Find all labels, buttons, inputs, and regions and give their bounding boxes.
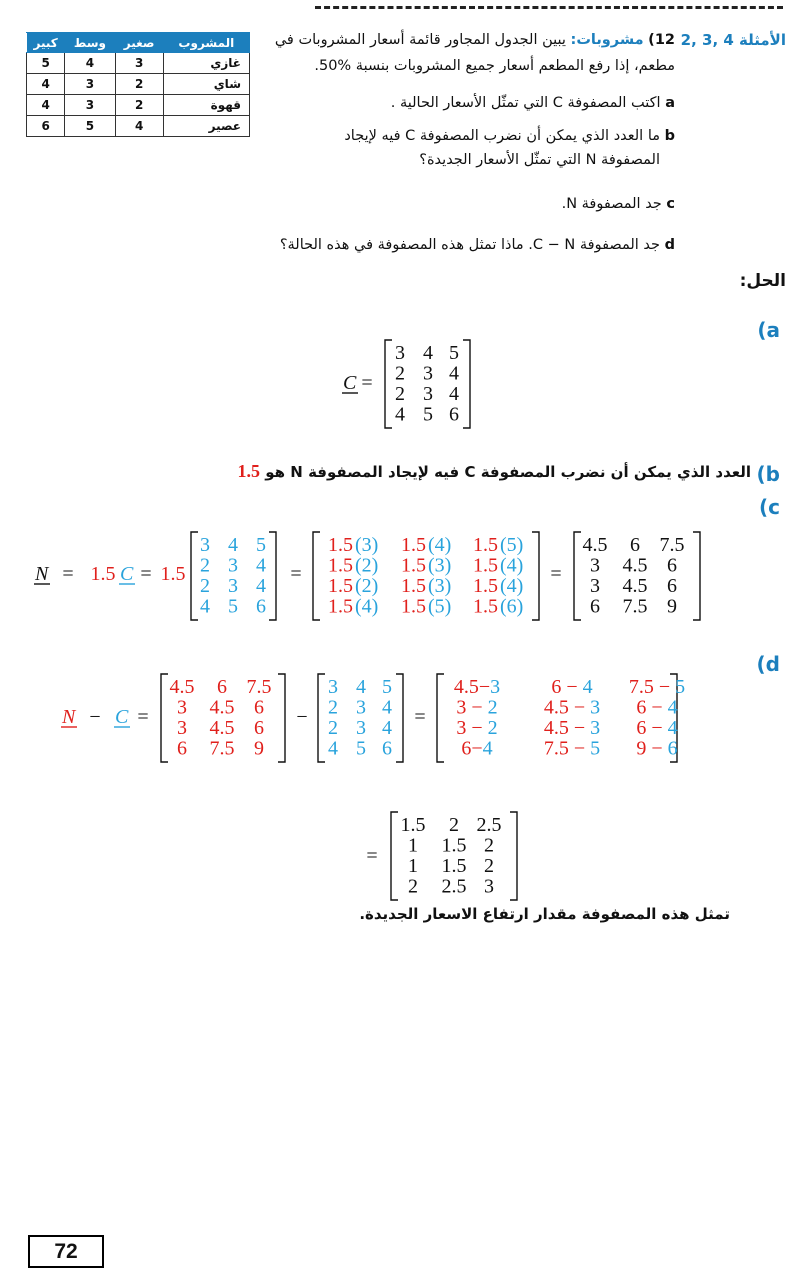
question-b: b ما العدد الذي يمكن أن نضرب المصفوفة C فيه لإيجاد xyxy=(344,128,675,144)
part-a-label: (a xyxy=(757,318,780,342)
matrix-variable: C xyxy=(115,706,129,728)
matrix-cell: 4 xyxy=(382,717,392,739)
matrix-cell: 1 xyxy=(408,855,418,877)
table-row: 5 4 3 غازي xyxy=(27,53,250,74)
matrix-cell: 5 xyxy=(423,403,433,426)
matrix-cell: 6 xyxy=(667,554,677,577)
matrix-bracket xyxy=(437,674,444,762)
matrix-cell: 5 xyxy=(356,737,366,760)
matrix-cell: 4.5 xyxy=(209,717,235,739)
matrix-cell: 2 xyxy=(328,696,338,719)
matrix-cell: 2 xyxy=(395,362,405,385)
matrix-cell: 4 xyxy=(356,676,366,698)
minus-sign: − xyxy=(89,706,101,728)
matrix-cell: 7.5 xyxy=(659,534,685,556)
matrix-cell: 4 xyxy=(256,575,266,597)
matrix-cell: 7.5 − 5 xyxy=(543,737,601,760)
matrix-cell: 1.5 xyxy=(328,595,353,618)
matrix-cell: 7.5 xyxy=(209,737,235,760)
matrix-cell: 6 xyxy=(254,717,264,739)
matrix-bracket xyxy=(693,532,700,620)
conclusion-text: تمثل هذه المصفوفة مقدار ارتفاع الاسعار الجديدة. xyxy=(359,905,730,923)
examples-badge: 2, 3, 4 الأمثلة xyxy=(680,31,786,49)
matrix-cell: (3) xyxy=(428,575,452,597)
matrix-bracket xyxy=(463,340,470,428)
matrix-cell: 4.5 − 3 xyxy=(543,717,601,739)
matrix-cell: (2) xyxy=(355,575,379,597)
matrix-cell: 5 xyxy=(228,595,238,618)
scalar: 1.5 xyxy=(90,563,116,585)
matrix-cell: 1.5 xyxy=(400,814,426,836)
matrix-cell: 9 xyxy=(667,595,677,618)
matrix-bracket xyxy=(574,532,581,620)
question-d: d جد المصفوفة C − N. ماذا تمثل هذه المصفوفة في هذه الحالة؟ xyxy=(279,237,675,253)
matrix-cell: 4 xyxy=(423,342,433,364)
matrix-cell: 1.5 xyxy=(328,554,353,577)
matrix-cell: (6) xyxy=(500,595,524,618)
matrix-bracket xyxy=(313,532,320,620)
matrix-bracket xyxy=(161,674,168,762)
header-large: كبير xyxy=(27,33,65,53)
matrix-cell: 1.5 xyxy=(401,575,426,597)
matrix-bracket xyxy=(278,674,285,762)
equals-sign: = xyxy=(414,706,426,728)
matrix-cell: 4 xyxy=(449,362,459,385)
part-d-label: (d xyxy=(756,652,780,676)
solution-heading: الحل: xyxy=(739,271,786,291)
matrix-cell: (2) xyxy=(355,554,379,577)
header-drink: المشروب xyxy=(163,33,249,53)
question-a: a اكتب المصفوفة C التي تمثّل الأسعار الحالية . xyxy=(390,95,675,111)
matrix-cell: 6 xyxy=(217,676,227,698)
matrix-cell: 3 xyxy=(200,534,210,556)
matrix-cell: 3 xyxy=(356,696,366,719)
matrix-cell: 1.5 xyxy=(441,855,467,877)
equals-sign: = xyxy=(62,563,74,585)
matrix-cell: (4) xyxy=(500,554,524,577)
matrix-cell: 6 xyxy=(449,403,459,426)
matrix-cell: 2 xyxy=(408,875,418,898)
matrix-cell: (4) xyxy=(355,595,379,618)
matrix-variable: N xyxy=(62,706,76,728)
header-small: صغير xyxy=(115,33,163,53)
matrix-cell: (4) xyxy=(428,534,452,556)
matrix-cell: 3 xyxy=(228,554,238,577)
matrix-cell: 3 xyxy=(395,342,405,364)
problem-line-2: مطعم، إذا رفع المطعم أسعار جميع المشروبات بنسبة %50. xyxy=(314,58,675,74)
matrix-cell: 1 xyxy=(408,834,418,857)
matrix-cell: 3 xyxy=(423,383,433,405)
matrix-cell: 4 xyxy=(200,595,210,618)
matrix-cell: 3 xyxy=(177,696,187,719)
part-b-answer: العدد الذي يمكن أن نضرب المصفوفة C فيه لإيجاد المصفوفة N هو 1.5 xyxy=(237,461,751,481)
scalar: 1.5 xyxy=(160,563,186,585)
table-row: 4 3 2 قهوة xyxy=(27,95,250,116)
part-b-label: (b xyxy=(756,462,780,486)
matrix-cell: 2 xyxy=(395,383,405,405)
header-medium: وسط xyxy=(65,33,115,53)
matrix-cell: (5) xyxy=(428,595,452,618)
matrix-cell: 1.5 xyxy=(401,554,426,577)
matrix-bracket xyxy=(191,532,198,620)
matrix-cell: 6 − 4 xyxy=(636,696,678,719)
question-c: c جد المصفوفة N. xyxy=(561,196,675,212)
matrix-cell: 3 − 2 xyxy=(456,696,498,719)
matrix-cell: 6 xyxy=(630,534,640,556)
matrix-bracket xyxy=(510,812,517,900)
matrix-cell: 6 xyxy=(177,737,187,760)
matrix-variable: C xyxy=(343,372,357,394)
equals-sign: = xyxy=(140,563,152,585)
matrix-cell: 1.5 xyxy=(473,554,498,577)
matrix-cell: 7.5 xyxy=(622,595,648,618)
matrix-cell: 1.5 xyxy=(401,595,426,618)
matrix-cell: 2 xyxy=(484,855,494,877)
matrix-cell: 6−4 xyxy=(461,737,493,760)
matrix-cell: 1.5 xyxy=(328,534,353,556)
matrix-cell: 1.5 xyxy=(473,534,498,556)
matrix-cell: (4) xyxy=(500,575,524,597)
matrix-cell: 1.5 xyxy=(473,575,498,597)
question-b-cont: المصفوفة N التي تمثّل الأسعار الجديدة؟ xyxy=(419,152,660,168)
matrix-cell: 6 − 4 xyxy=(636,717,678,739)
matrix-cell: 4.5 xyxy=(582,534,608,556)
matrix-cell: 6 − 4 xyxy=(551,676,593,698)
matrix-cell: 2.5 xyxy=(476,814,502,836)
matrix-cell: (3) xyxy=(355,534,379,556)
matrix-cell: 1.5 xyxy=(441,834,467,857)
matrix-cell: 3 xyxy=(590,575,600,597)
matrix-cell: 7.5 xyxy=(246,676,272,698)
matrix-cell: 3 xyxy=(228,575,238,597)
matrix-variable: C xyxy=(120,563,134,585)
matrix-bracket xyxy=(385,340,392,428)
matrix-cell: 4 xyxy=(256,554,266,577)
matrix-cell: 2 xyxy=(200,575,210,597)
matrix-cell: 2.5 xyxy=(441,875,467,898)
matrix-variable: N xyxy=(35,563,49,585)
equals-sign: = xyxy=(361,372,373,394)
matrix-cell: 3 xyxy=(177,717,187,739)
matrix-cell: 4 xyxy=(449,383,459,405)
matrix-cell: 4.5 xyxy=(622,554,648,577)
matrix-cell: 5 xyxy=(256,534,266,556)
matrix-cell: 5 xyxy=(382,676,392,698)
minus-sign: − xyxy=(296,706,308,728)
matrix-bracket xyxy=(269,532,276,620)
matrix-bracket xyxy=(396,674,403,762)
matrix-cell: 2 xyxy=(328,717,338,739)
matrix-cell: 1.5 xyxy=(401,534,426,556)
matrix-cell: 2 xyxy=(484,834,494,857)
matrix-cell: 6 xyxy=(382,737,392,760)
matrix-cell: 2 xyxy=(449,814,459,836)
problem-line-1: 12) مشروبات: يبين الجدول المجاور قائمة أسعار المشروبات في xyxy=(274,32,675,48)
matrix-cell: 3 xyxy=(356,717,366,739)
matrix-cell: (3) xyxy=(428,554,452,577)
matrix-cell: 7.5 − 5 xyxy=(628,676,686,698)
matrix-cell: 1.5 xyxy=(328,575,353,597)
matrix-cell: 3 xyxy=(328,676,338,698)
matrix-cell: 4 xyxy=(228,534,238,556)
equals-sign: = xyxy=(550,563,562,585)
matrix-cell: 4.5 xyxy=(622,575,648,597)
matrix-cell: (5) xyxy=(500,534,524,556)
matrix-bracket xyxy=(532,532,539,620)
matrix-cell: 4.5−3 xyxy=(453,676,501,698)
part-c-label: (c xyxy=(759,495,780,519)
matrix-cell: 4 xyxy=(395,403,405,426)
matrix-cell: 4 xyxy=(328,737,338,760)
matrix-cell: 2 xyxy=(200,554,210,577)
table-row: 6 5 4 عصير xyxy=(27,116,250,137)
matrix-cell: 3 xyxy=(423,362,433,385)
page-number: 72 xyxy=(28,1235,104,1268)
equals-sign: = xyxy=(290,563,302,585)
matrix-cell: 3 − 2 xyxy=(456,717,498,739)
table-row: 4 3 2 شاي xyxy=(27,74,250,95)
matrix-cell: 9 − 6 xyxy=(636,737,678,760)
matrix-cell: 4.5 − 3 xyxy=(543,696,601,719)
matrix-cell: 3 xyxy=(590,554,600,577)
matrix-bracket xyxy=(318,674,325,762)
matrix-cell: 3 xyxy=(484,875,494,898)
equals-sign: = xyxy=(137,706,149,728)
matrix-cell: 9 xyxy=(254,737,264,760)
matrix-cell: 4 xyxy=(382,696,392,719)
matrix-bracket xyxy=(391,812,398,900)
equals-sign: = xyxy=(366,845,378,867)
matrix-cell: 5 xyxy=(449,342,459,364)
matrix-cell: 1.5 xyxy=(473,595,498,618)
matrix-cell: 6 xyxy=(254,696,264,719)
matrix-cell: 6 xyxy=(256,595,266,618)
matrix-cell: 6 xyxy=(667,575,677,597)
matrix-cell: 6 xyxy=(590,595,600,618)
matrix-cell: 4.5 xyxy=(169,676,195,698)
matrix-cell: 4.5 xyxy=(209,696,235,719)
